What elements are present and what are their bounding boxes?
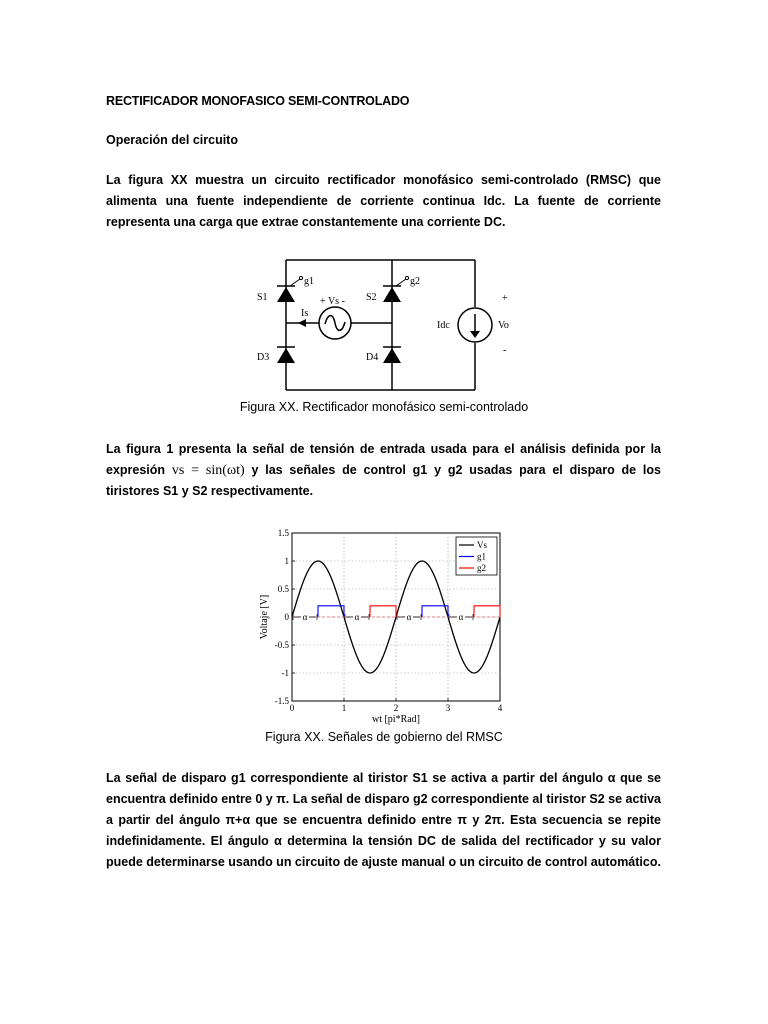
paragraph-signals-after: y las señales de control g1 y g2 usadas para el disparo de los tiristores S1 y S2 respectivamente. xyxy=(106,463,661,498)
label-d3: D3 xyxy=(257,352,270,363)
y-tick-label: 0.5 xyxy=(277,584,289,594)
rectifier-circuit-diagram xyxy=(250,255,520,395)
x-axis-label: wt [pi*Rad] xyxy=(371,714,421,725)
label-s1: S1 xyxy=(257,292,268,303)
legend-label-g2: g2 xyxy=(477,563,486,573)
label-s2: S2 xyxy=(366,292,377,303)
legend-label-g1: g1 xyxy=(477,551,486,562)
thyristor-s1-icon xyxy=(277,276,303,302)
alpha-label: α xyxy=(458,612,464,622)
section-heading: Operación del circuito xyxy=(106,133,238,147)
x-tick-label: 1 xyxy=(341,703,347,713)
label-minus: - xyxy=(503,345,507,356)
y-tick-label: -1 xyxy=(281,668,289,678)
paragraph-intro: La figura XX muestra un circuito rectificador monofásico semi-controlado (RMSC) que alimenta una fuente independiente de corriente continua Idc. La fuente de corriente representa una carga que extrae constantemente una corriente DC. xyxy=(106,173,661,229)
label-d4: D4 xyxy=(366,352,379,363)
paragraph-signals-before: La figura 1 presenta la señal de tensión de entrada usada para el análisis definida por la expresión xyxy=(106,442,661,477)
current-arrow-icon xyxy=(298,319,306,327)
label-is: Is xyxy=(301,308,309,319)
label-g1: g1 xyxy=(304,276,314,287)
x-tick-label: 0 xyxy=(289,703,295,713)
x-tick-label: 3 xyxy=(445,703,451,713)
signals-chart xyxy=(250,525,515,725)
label-vs: + Vs - xyxy=(320,296,345,307)
label-idc: Idc xyxy=(437,320,450,331)
paragraph-firing: La señal de disparo g1 correspondiente al tiristor S1 se activa a partir del ángulo α que se encuentra definido entre 0 y π. La señal de disparo g2 correspondiente al tiristor S2 se activa a partir del ángulo π+α que se encuentra definido entre π y 2π. Esta secuencia se repite indefinidamente. El ángulo α determina la tensión DC de salida del rectificador y su valor puede determinarse usando un circuito de ajuste manual o un circuito de control automático. xyxy=(106,771,661,869)
alpha-label: α xyxy=(406,612,412,622)
x-tick-label: 2 xyxy=(393,703,399,713)
alpha-label: α xyxy=(302,612,308,622)
equation-vs: vs = sin(ωt) xyxy=(171,463,245,478)
ac-source-icon xyxy=(319,307,351,339)
x-tick-label: 4 xyxy=(497,703,503,713)
alpha-label: α xyxy=(354,612,360,622)
paragraph-signals xyxy=(106,439,661,502)
thyristor-s2-icon xyxy=(383,276,409,302)
figure2-caption: Figura XX. Señales de gobierno del RMSC xyxy=(265,730,503,744)
legend-label-vs: Vs xyxy=(477,540,488,550)
y-tick-label: -1.5 xyxy=(274,696,289,706)
y-tick-label: -0.5 xyxy=(274,640,289,650)
label-plus: + xyxy=(502,293,508,304)
figure1-caption: Figura XX. Rectificador monofásico semi-controlado xyxy=(239,400,529,414)
diode-d4-icon xyxy=(383,347,401,363)
y-tick-label: 0 xyxy=(284,612,289,622)
y-axis-label: Voltaje [V] xyxy=(259,594,270,640)
label-g2: g2 xyxy=(410,276,420,287)
current-source-icon xyxy=(458,308,492,342)
y-tick-label: 1.5 xyxy=(277,528,289,538)
label-vo: Vo xyxy=(498,320,509,331)
document-title: RECTIFICADOR MONOFASICO SEMI-CONTROLADO xyxy=(106,94,410,108)
y-tick-label: 1 xyxy=(284,556,289,566)
diode-d3-icon xyxy=(277,347,295,363)
